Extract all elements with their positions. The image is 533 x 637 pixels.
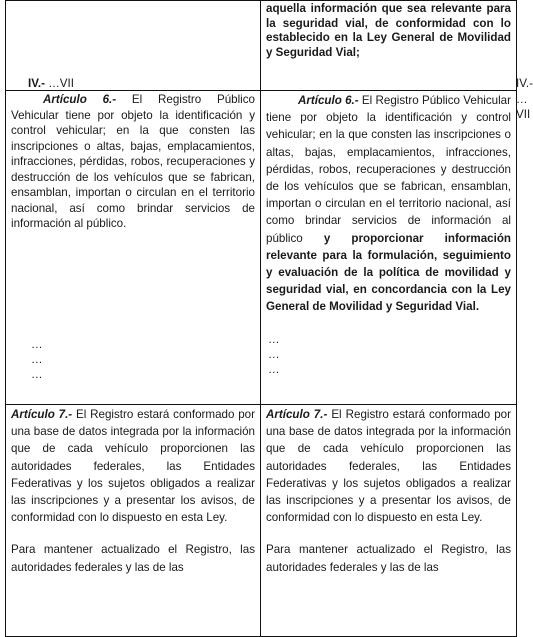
comparison-table — [5, 0, 533, 637]
article-7-right-text: Artículo 7.- El Registro estará conformado por una base de datos integrada por la información que de cada vehículo proporcionen las autoridades federales, las Entidades Federativas y los sujetos obligados a realizar las inscripciones y a presentar los avisos, de conformidad con lo dispuesto en esta Ley. — [266, 408, 511, 525]
ellipsis-list-right — [268, 332, 511, 377]
cell-left-article-6 — [6, 91, 261, 405]
table-row — [6, 1, 517, 91]
right-bold-continuation: aquella información que sea relevante para la seguridad vial, de conformidad con lo establecido en la Ley General de Movilidad y Seguridad Vial; — [266, 2, 511, 59]
ellipsis-item: … — [31, 352, 43, 366]
article-7-right-text2: Para mantener actualizado el Registro, las autoridades federales y las de las — [266, 543, 511, 574]
fraction-iv-vii-right: IV.- …VII — [516, 77, 533, 121]
cell-right-fraction-iii — [261, 1, 533, 121]
ellipsis-item: … — [268, 362, 280, 376]
ellipsis-item: … — [31, 367, 43, 381]
ellipsis-item: … — [268, 347, 280, 361]
table-row — [6, 405, 517, 637]
fraction-iv-vii-left: IV.- …VII — [28, 77, 74, 90]
table-row — [6, 91, 517, 405]
ellipsis-item: … — [31, 337, 43, 351]
comparison-document — [5, 0, 533, 624]
cell-right-article-7 — [261, 405, 517, 637]
cell-left-article-7 — [6, 405, 261, 637]
article-6-right-text: Artículo 6.- El Registro Público Vehicular tiene por objeto la identificación y control vehicular; en la que consten las inscripciones o altas, bajas, emplacamientos, infracciones, pérdidas, robos, recuperaciones y destrucción de los vehículos que se fabrican, ensamblan, importan o circulan en el territorio nacional, así como brindar servicios de información al público y proporcionar información relevante para la formulación, seguimiento y evaluación de la política de movilidad y seguridad vial, en concordancia con la Ley General de Movilidad y Seguridad Vial. — [266, 94, 511, 314]
article-7-left-text: Artículo 7.- El Registro estará conformado por una base de datos integrada por la información que de cada vehículo proporcionen las autoridades federales, las Entidades Federativas y los sujetos obligados a realizar las inscripciones y a presentar los avisos, de conformidad con lo dispuesto en esta Ley. — [11, 408, 255, 525]
cell-left-fraction-iv — [6, 1, 261, 91]
article-7-left-text2: Para mantener actualizado el Registro, las autoridades federales y las de las — [11, 543, 255, 574]
cell-right-article-6 — [261, 91, 517, 405]
article-6-left-text: Artículo 6.- El Registro Público Vehicular tiene por objeto la identificación y control vehicular; en la que consten las inscripciones o altas, bajas, emplacamientos, infracciones, pérdidas, robos, recuperaciones y destrucción de los vehículos que se fabrican, ensamblan, importan o circulan en el territorio nacional, así como brindar servicios de información al público. — [11, 93, 255, 230]
ellipsis-item: … — [268, 332, 280, 346]
ellipsis-list-left — [31, 337, 255, 382]
